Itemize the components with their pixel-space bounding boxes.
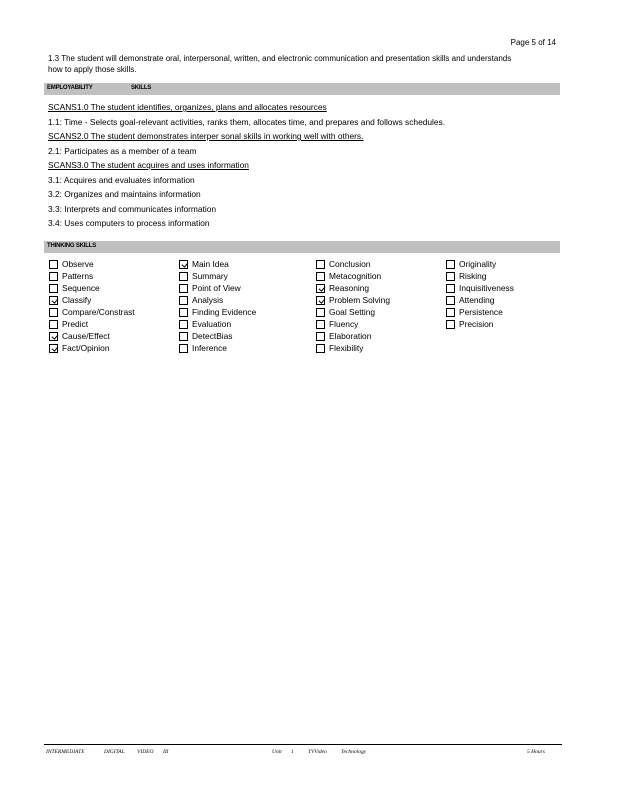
scans-heading: SCANS2.0 The student demonstrates interper sonal skills in working well with others. [48, 131, 364, 141]
empty-checkbox-icon[interactable] [179, 308, 188, 317]
checked-checkbox-icon[interactable] [316, 284, 325, 293]
empty-checkbox-icon[interactable] [49, 320, 58, 329]
intro-paragraph: 1.3 The student will demonstrate oral, interpersonal, written, and electronic communication and presentation skills and understands how to apply those skills. [48, 54, 512, 74]
skill-label: Patterns [62, 271, 94, 281]
empty-checkbox-icon[interactable] [179, 344, 188, 353]
skill-label: Summary [192, 271, 228, 281]
thinking-skills-checklist [49, 258, 559, 358]
empty-checkbox-icon[interactable] [49, 272, 58, 281]
skill-label: Metacognition [329, 271, 382, 281]
skill-option[interactable] [49, 258, 135, 270]
skill-label: Cause/Effect [62, 331, 110, 341]
footer-unit-number: 1 [291, 749, 294, 755]
skill-label: Classify [62, 295, 92, 305]
employability-label: EMPLOYABILITY [47, 85, 93, 91]
skill-label: Goal Setting [329, 307, 376, 317]
skill-label: DetectBias [192, 331, 233, 341]
footer-hours: 5 Hours [527, 749, 545, 755]
skill-option[interactable] [446, 258, 514, 270]
checked-checkbox-icon[interactable] [49, 296, 58, 305]
skill-option[interactable] [179, 306, 256, 318]
skill-option[interactable] [446, 282, 514, 294]
empty-checkbox-icon[interactable] [179, 296, 188, 305]
skill-option[interactable] [316, 306, 390, 318]
skill-option[interactable] [179, 330, 256, 342]
empty-checkbox-icon[interactable] [446, 320, 455, 329]
skill-option[interactable] [316, 342, 390, 354]
thinking-skills-column [49, 258, 135, 354]
skill-label: Problem Solving [329, 295, 390, 305]
checked-checkbox-icon[interactable] [179, 260, 188, 269]
empty-checkbox-icon[interactable] [446, 308, 455, 317]
skill-option[interactable] [49, 306, 135, 318]
skill-option[interactable] [446, 318, 514, 330]
skill-label: Fact/Opinion [62, 343, 110, 353]
skill-option[interactable] [179, 294, 256, 306]
skill-option[interactable] [316, 270, 390, 282]
skill-option[interactable] [179, 342, 256, 354]
scans-item: 1.1: Time - Selects goal-relevant activities, ranks them, allocates time, and prepares and follows schedules. [48, 116, 446, 127]
skill-label: Attending [459, 295, 495, 305]
empty-checkbox-icon[interactable] [316, 308, 325, 317]
empty-checkbox-icon[interactable] [316, 344, 325, 353]
thinking-skills-column [316, 258, 390, 354]
skill-option[interactable] [316, 282, 390, 294]
skill-option[interactable] [179, 318, 256, 330]
skill-label: Elaboration [329, 331, 372, 341]
skill-option[interactable] [49, 270, 135, 282]
empty-checkbox-icon[interactable] [446, 296, 455, 305]
footer-unit-title-1: TVVideo [308, 749, 327, 755]
skill-label: Compare/Constrast [62, 307, 135, 317]
skill-label: Point of View [192, 283, 241, 293]
thinking-skills-bar [44, 241, 560, 253]
skill-label: Evaluation [192, 319, 232, 329]
skill-option[interactable] [49, 318, 135, 330]
empty-checkbox-icon[interactable] [446, 284, 455, 293]
skill-label: Main Idea [192, 259, 229, 269]
skill-label: Originality [459, 259, 497, 269]
footer-unit-title-2: Technology [341, 749, 367, 755]
skill-option[interactable] [316, 318, 390, 330]
footer-course-1: INTERMEDIATE [46, 749, 85, 755]
checked-checkbox-icon[interactable] [49, 344, 58, 353]
skill-option[interactable] [179, 258, 256, 270]
empty-checkbox-icon[interactable] [179, 320, 188, 329]
employability-skills-bar [44, 83, 560, 95]
skill-option[interactable] [179, 282, 256, 294]
skill-label: Persistence [459, 307, 503, 317]
empty-checkbox-icon[interactable] [49, 260, 58, 269]
skill-label: Fluency [329, 319, 359, 329]
thinking-skills-label: THINKING SKILLS [47, 243, 96, 249]
empty-checkbox-icon[interactable] [316, 272, 325, 281]
thinking-skills-column [179, 258, 256, 354]
skill-label: Predict [62, 319, 89, 329]
scans-item: 3.3: Interprets and communicates information [48, 203, 217, 214]
skill-option[interactable] [49, 282, 135, 294]
skill-option[interactable] [49, 330, 135, 342]
footer-course-3: VIDEO [137, 749, 154, 755]
skill-option[interactable] [49, 342, 135, 354]
skill-label: Finding Evidence [192, 307, 257, 317]
footer-course-2: DIGITAL [104, 749, 125, 755]
empty-checkbox-icon[interactable] [179, 272, 188, 281]
footer-unit-label: Unit [272, 749, 282, 755]
footer-course-4: III [163, 749, 169, 755]
skill-label: Reasoning [329, 283, 370, 293]
scans-list [48, 100, 548, 231]
skill-option[interactable] [316, 294, 390, 306]
empty-checkbox-icon[interactable] [179, 284, 188, 293]
skill-label: Observe [62, 259, 94, 269]
skill-label: Flexibility [329, 343, 364, 353]
empty-checkbox-icon[interactable] [316, 332, 325, 341]
skill-option[interactable] [446, 306, 514, 318]
skill-option[interactable] [446, 270, 514, 282]
thinking-skills-column [446, 258, 514, 330]
checked-checkbox-icon[interactable] [49, 332, 58, 341]
empty-checkbox-icon[interactable] [446, 272, 455, 281]
scans-item: 3.1: Acquires and evaluates information [48, 174, 195, 185]
empty-checkbox-icon[interactable] [179, 332, 188, 341]
scans-item: 2.1: Participates as a member of a team [48, 145, 197, 156]
scans-heading: SCANS1.0 The student identifies, organizes, plans and allocates resources [48, 102, 327, 112]
skill-label: Sequence [62, 283, 100, 293]
skill-option[interactable] [179, 270, 256, 282]
scans-heading: SCANS3.0 The student acquires and uses information [48, 160, 249, 170]
empty-checkbox-icon[interactable] [446, 260, 455, 269]
skills-label: SKILLS [131, 85, 152, 91]
empty-checkbox-icon[interactable] [49, 284, 58, 293]
skill-label: Inference [192, 343, 227, 353]
skill-option[interactable] [49, 294, 135, 306]
scans-item: 3.2: Organizes and maintains information [48, 189, 201, 199]
page-number: Page 5 of 14 [510, 38, 556, 47]
skill-option[interactable] [316, 330, 390, 342]
skill-label: Precision [459, 319, 494, 329]
empty-checkbox-icon[interactable] [49, 308, 58, 317]
footer-rule [44, 744, 562, 745]
empty-checkbox-icon[interactable] [316, 320, 325, 329]
skill-label: Analysis [192, 295, 224, 305]
empty-checkbox-icon[interactable] [316, 260, 325, 269]
skill-option[interactable] [316, 258, 390, 270]
skill-label: Inquisitiveness [459, 283, 514, 293]
skill-label: Risking [459, 271, 487, 281]
checked-checkbox-icon[interactable] [316, 296, 325, 305]
skill-option[interactable] [446, 294, 514, 306]
skill-label: Conclusion [329, 259, 371, 269]
scans-item: 3.4: Uses computers to process information [48, 218, 210, 228]
